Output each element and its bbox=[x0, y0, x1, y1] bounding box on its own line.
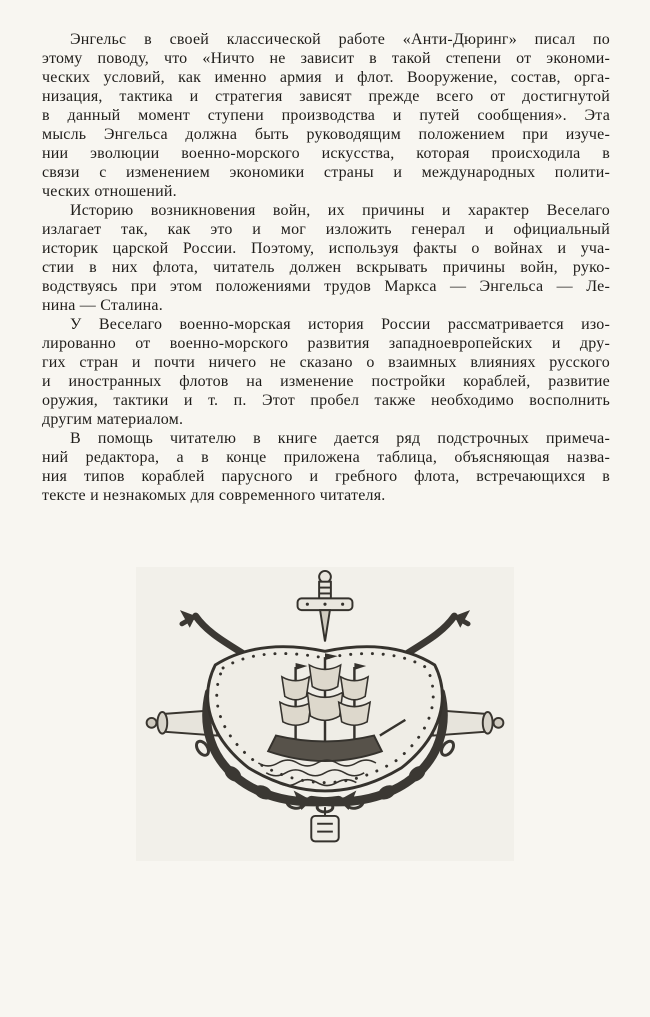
illustration-area bbox=[136, 567, 514, 861]
text-line: ческих отношений. bbox=[42, 183, 177, 200]
text-line: ний редактора, а в конце приложена таблица, объясняющая назва- bbox=[42, 449, 610, 466]
text-line: Историю возникновения войн, их причины и характер Веселаго bbox=[70, 202, 610, 219]
text-line: нина — Сталина. bbox=[42, 297, 163, 314]
text-line: этому поводу, что «Ничто не зависит в такой степени от экономи- bbox=[42, 50, 610, 67]
text-line: гих стран и почти ничего не сказано о взаимных влияниях русского bbox=[42, 354, 610, 371]
paragraph bbox=[42, 315, 610, 429]
text-line: лированно от военно-морского развития западноевропейских и дру- bbox=[42, 335, 610, 352]
text-line: в данный момент ступени производства и путей сообщения». Эта bbox=[42, 107, 610, 124]
paragraph bbox=[42, 201, 610, 315]
text-line: другим материалом. bbox=[42, 411, 184, 428]
text-line: оружия, тактики и т. п. Этот пробел также необходимо восполнить bbox=[42, 392, 610, 409]
paragraph bbox=[42, 30, 610, 201]
text-line: водствуясь при этом положениями трудов Маркса — Энгельса — Ле- bbox=[42, 278, 610, 295]
text-line: стии в них флота, читатель должен вскрывать причины войн, руко- bbox=[42, 259, 610, 276]
text-line: историк царской России. Поэтому, используя факты о войнах и уча- bbox=[42, 240, 610, 257]
text-line: ния типов кораблей парусного и гребного флота, встречающихся в bbox=[42, 468, 610, 485]
text-line: У Веселаго военно-морская история России рассматривается изо- bbox=[70, 316, 610, 333]
text-line: низация, тактика и стратегия зависят прежде всего от достигнутой bbox=[42, 88, 610, 105]
text-line: нии эволюции военно-морского искусства, которая происходила в bbox=[42, 145, 610, 162]
naval-emblem-illustration bbox=[136, 567, 514, 861]
paragraph bbox=[42, 429, 610, 505]
text-line: мысль Энгельса должна быть руководящим положением при изуче- bbox=[42, 126, 610, 143]
text-line: тексте и незнакомых для современного читателя. bbox=[42, 487, 386, 504]
text-line: В помощь читателю в книге дается ряд подстрочных примеча- bbox=[70, 430, 610, 447]
text-line: ческих условий, как именно армия и флот. Вооружение, состав, орга- bbox=[42, 69, 610, 86]
text-line: связи с изменением экономики страны и международных полити- bbox=[42, 164, 610, 181]
text-line: Энгельс в своей классической работе «Анти-Дюринг» писал по bbox=[70, 31, 610, 48]
text-line: излагает так, как это и мог изложить генерал и официальный bbox=[42, 221, 610, 238]
text-block bbox=[0, 0, 650, 505]
text-line: и иностранных флотов на изменение постройки кораблей, развитие bbox=[42, 373, 610, 390]
